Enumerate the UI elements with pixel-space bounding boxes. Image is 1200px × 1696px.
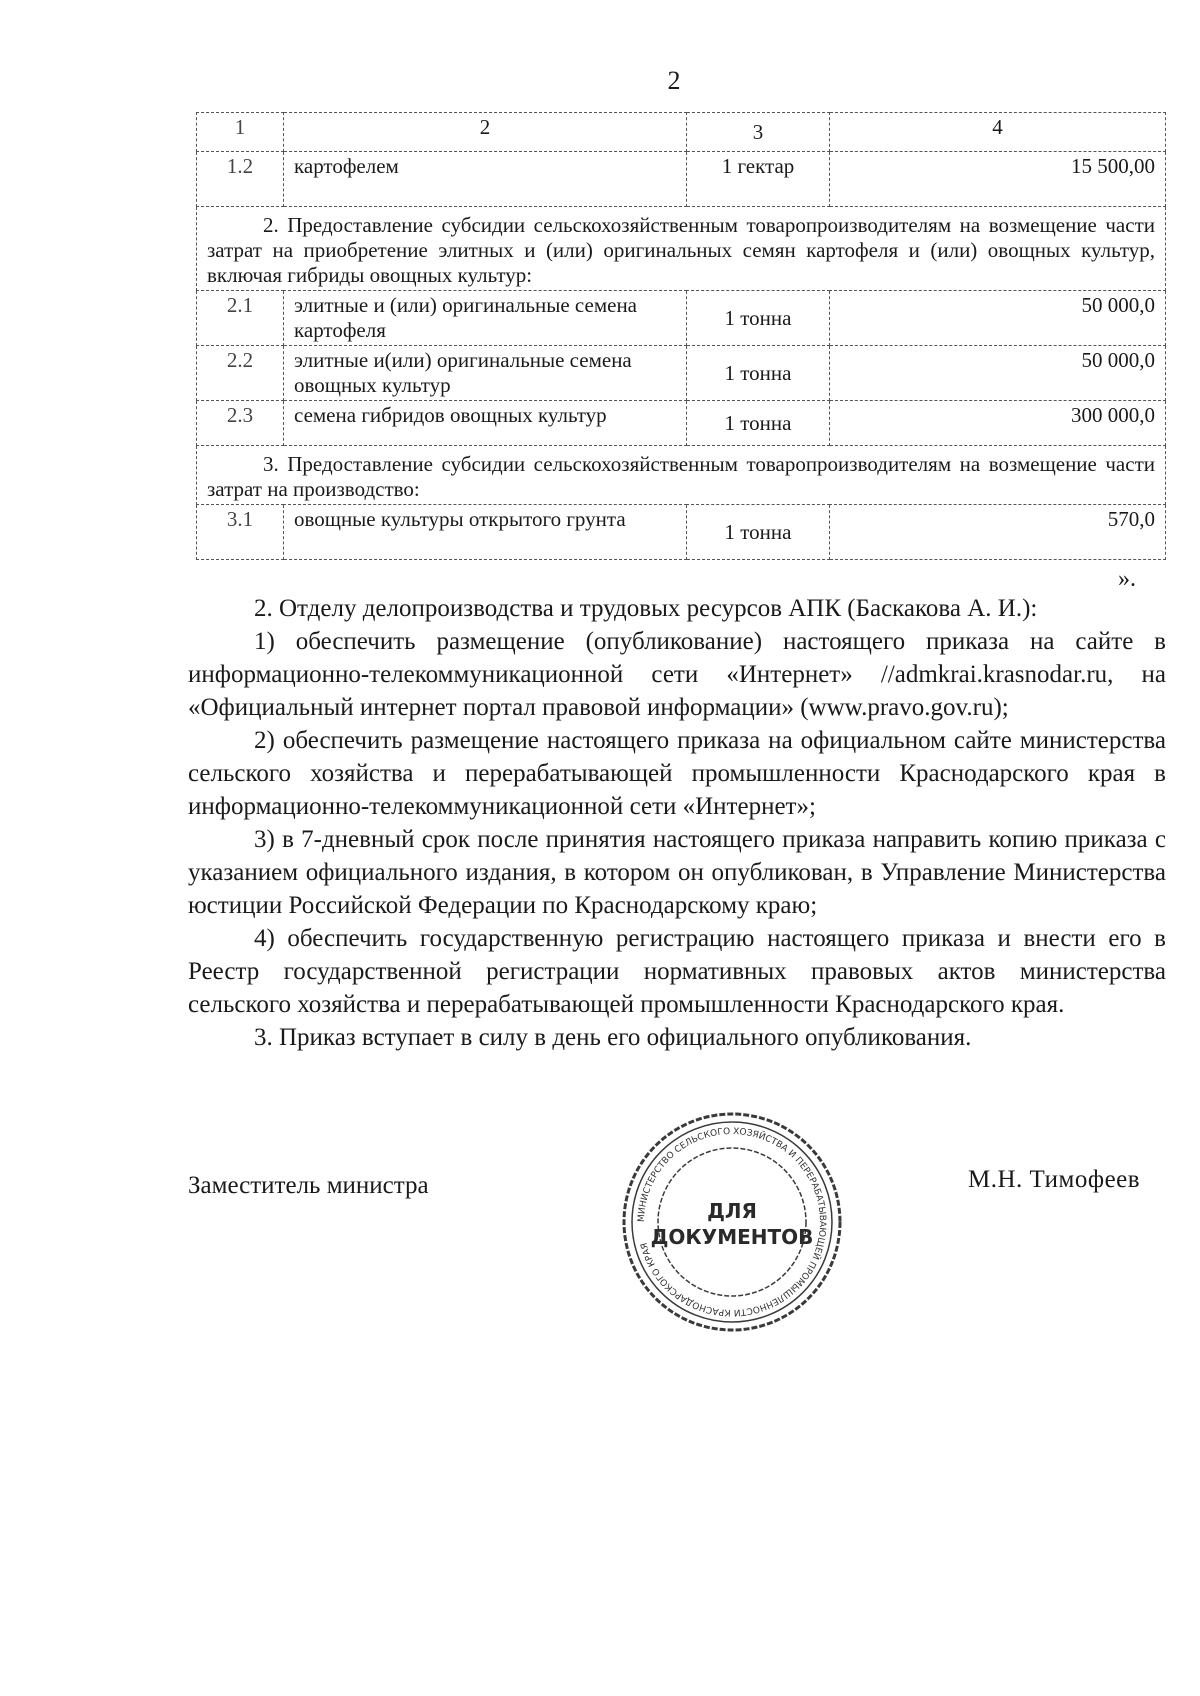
- paragraph-department: 2. Отделу делопроизводства и трудовых ресурсов АПК (Баскакова А. И.):: [254, 595, 1038, 622]
- table-section-row: [197, 446, 1166, 505]
- row-name: элитные и (или) оригинальные семена картофеля: [284, 291, 687, 346]
- row-name: семена гибридов овощных культур: [284, 401, 687, 446]
- row-number: 2.2: [197, 346, 284, 401]
- row-name: картофелем: [284, 152, 687, 207]
- subsidy-rates-table: [196, 112, 1166, 560]
- table-section-row: [197, 207, 1166, 291]
- row-value: 50 000,0: [830, 346, 1166, 401]
- row-value: 570,0: [830, 505, 1166, 560]
- section-heading: 2. Предоставление субсидии сельскохозяйственным товаропроизводителям на возмещение части затрат на приобретение элитных и (или) оригинальных семян картофеля и (или) овощных культур, включая гибриды овощных культур:: [197, 207, 1166, 291]
- table-row: [197, 291, 1166, 346]
- signatory-title: Заместитель министра: [188, 1172, 429, 1199]
- row-unit: 1 тонна: [687, 505, 830, 560]
- stamp-line-2: ДОКУМЕНТОВ: [650, 1225, 814, 1249]
- paragraph-effective: 3. Приказ вступает в силу в день его официального опубликования.: [254, 1024, 972, 1051]
- table-row: [197, 152, 1166, 207]
- table-row: [197, 401, 1166, 446]
- stamp-line-1: ДЛЯ: [707, 1199, 757, 1223]
- row-value: 50 000,0: [830, 291, 1166, 346]
- page-number: 2: [667, 66, 681, 95]
- row-number: 1.2: [197, 152, 284, 207]
- row-name: овощные культуры открытого грунта: [284, 505, 687, 560]
- stamp-ring-text: МИНИСТЕРСТВО СЕЛЬСКОГО ХОЗЯЙСТВА И ПЕРЕРАБАТЫВАЮЩЕЙ ПРОМЫШЛЕННОСТИ КРАСНОДАРСКОГО КРАЯ: [636, 1126, 828, 1318]
- row-unit: 1 тонна: [687, 401, 830, 446]
- table-header-cell: 1: [197, 113, 284, 152]
- row-unit: 1 тонна: [687, 291, 830, 346]
- row-unit: 1 гектар: [687, 152, 830, 207]
- paragraph-item-1: 1) обеспечить размещение (опубликование) настоящего приказа на сайте в информационно-телекоммуникационной сети «Интернет» //admkrai.krasnodar.ru, на «Официальный интернет портал правовой информации» (www.pravo.gov.ru);: [188, 628, 1166, 721]
- paragraph-item-3: 3) в 7-дневный срок после принятия настоящего приказа направить копию приказа с указанием официального издания, в котором он опубликован, в Управление Министерства юстиции Российской Федерации по Краснодарскому краю;: [188, 826, 1166, 919]
- section-heading: 3. Предоставление субсидии сельскохозяйственным товаропроизводителям на возмещение части затрат на производство:: [197, 446, 1166, 505]
- table-header-row: [197, 113, 1166, 152]
- row-number: 3.1: [197, 505, 284, 560]
- table-row: [197, 346, 1166, 401]
- row-number: 2.3: [197, 401, 284, 446]
- order-body: [188, 592, 1166, 1054]
- row-value: 300 000,0: [830, 401, 1166, 446]
- table-row: [197, 505, 1166, 560]
- paragraph-item-2: 2) обеспечить размещение настоящего приказа на официальном сайте министерства сельского хозяйства и перерабатывающей промышленности Краснодарского края в информационно-телекоммуникационной сети «Интернет»;: [188, 727, 1166, 820]
- table-header-cell: 2: [284, 113, 687, 152]
- paragraph-item-4: 4) обеспечить государственную регистрацию настоящего приказа и внести его в Реестр государственной регистрации нормативных правовых актов министерства сельского хозяйства и перерабатывающей промышленности Краснодарского края.: [188, 925, 1166, 1018]
- table-header-cell: 3: [687, 113, 830, 152]
- row-number: 2.1: [197, 291, 284, 346]
- table-header-cell: 4: [830, 113, 1166, 152]
- signatory-name: М.Н. Тимофеев: [968, 1166, 1141, 1193]
- row-value: 15 500,00: [830, 152, 1166, 207]
- row-name: элитные и(или) оригинальные семена овощных культур: [284, 346, 687, 401]
- row-unit: 1 тонна: [687, 346, 830, 401]
- closing-quote-mark: ».: [1118, 566, 1136, 592]
- official-stamp-icon: [618, 1108, 846, 1336]
